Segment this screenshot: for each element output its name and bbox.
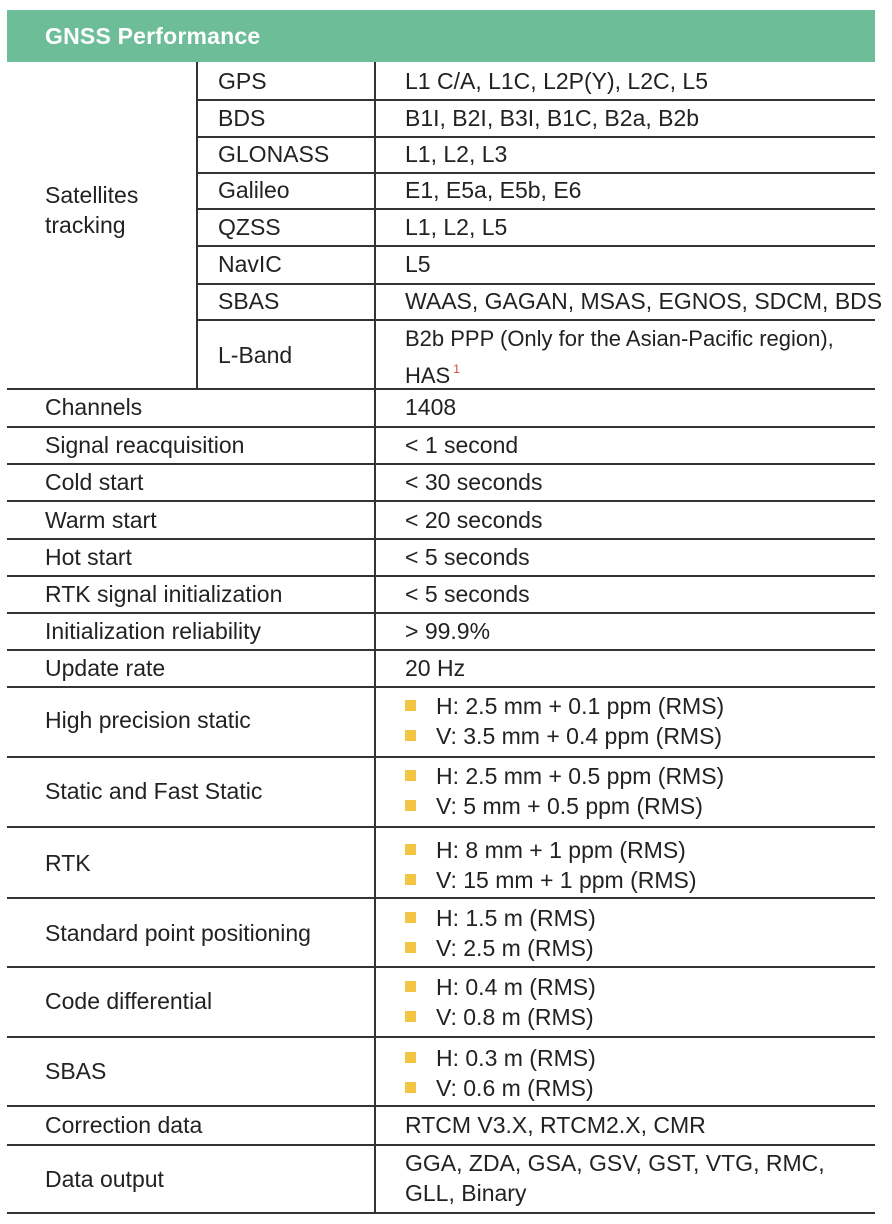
constellation-name: QZSS <box>218 214 281 240</box>
bullet-square-icon <box>405 942 416 953</box>
section-header: GNSS Performance <box>7 10 875 62</box>
accuracy-values <box>405 903 596 963</box>
output-line: GGA, ZDA, GSA, GSV, GST, VTG, RMC, <box>405 1150 825 1176</box>
rule <box>7 756 875 758</box>
output-line: GLL, Binary <box>405 1180 527 1206</box>
accuracy-bullet <box>405 972 596 1002</box>
accuracy-bullet <box>405 1043 596 1073</box>
horizontal-accuracy: H: 2.5 mm + 0.5 ppm (RMS) <box>436 763 725 789</box>
satellites-tracking-label <box>45 180 138 240</box>
horizontal-accuracy: H: 0.4 m (RMS) <box>436 974 596 1000</box>
spec-label: Cold start <box>45 469 144 495</box>
vertical-accuracy: V: 0.8 m (RMS) <box>436 1004 594 1030</box>
accuracy-label: High precision static <box>45 707 251 733</box>
footnote-marker: 1 <box>453 362 460 376</box>
rule <box>7 1036 875 1038</box>
rule <box>7 649 875 651</box>
accuracy-values <box>405 835 697 895</box>
rule <box>7 1144 875 1146</box>
constellation-signals: WAAS, GAGAN, MSAS, EGNOS, SDCM, BDS <box>405 288 883 314</box>
bullet-square-icon <box>405 874 416 885</box>
output-values <box>405 1148 825 1208</box>
bullet-square-icon <box>405 800 416 811</box>
rule <box>7 966 875 968</box>
spec-label: Channels <box>45 394 143 420</box>
rule <box>7 575 875 577</box>
horizontal-accuracy: H: 1.5 m (RMS) <box>436 905 596 931</box>
spec-value: 20 Hz <box>405 655 466 681</box>
accuracy-bullet <box>405 791 724 821</box>
accuracy-bullet <box>405 865 697 895</box>
horizontal-accuracy: H: 8 mm + 1 ppm (RMS) <box>436 837 686 863</box>
constellation-name: SBAS <box>218 288 280 314</box>
spec-label: Initialization reliability <box>45 618 262 644</box>
vertical-accuracy: V: 0.6 m (RMS) <box>436 1075 594 1101</box>
rule <box>197 283 875 285</box>
rule <box>7 686 875 688</box>
spec-label: Warm start <box>45 507 157 533</box>
bullet-square-icon <box>405 844 416 855</box>
correction-value: RTCM V3.X, RTCM2.X, CMR <box>405 1112 706 1138</box>
spec-value: < 5 seconds <box>405 581 530 607</box>
accuracy-bullet <box>405 721 724 751</box>
spec-value: 1408 <box>405 394 457 420</box>
spec-value: < 1 second <box>405 432 519 458</box>
accuracy-bullet <box>405 761 724 791</box>
rule <box>197 319 875 321</box>
label-line: tracking <box>45 212 126 238</box>
rule <box>7 897 875 899</box>
spec-label: RTK signal initialization <box>45 581 283 607</box>
spec-value: < 30 seconds <box>405 469 543 495</box>
horizontal-accuracy: H: 0.3 m (RMS) <box>436 1045 596 1071</box>
spec-label: Update rate <box>45 655 166 681</box>
constellation-name: NavIC <box>218 251 282 277</box>
lband-line <box>405 354 834 391</box>
constellation-name: BDS <box>218 105 266 131</box>
rule <box>7 538 875 540</box>
label-line: Satellites <box>45 182 139 208</box>
constellation-signals: L1 C/A, L1C, L2P(Y), L2C, L5 <box>405 68 708 94</box>
constellation-name: GPS <box>218 68 267 94</box>
accuracy-label: RTK <box>45 850 91 876</box>
accuracy-bullet <box>405 903 596 933</box>
vertical-accuracy: V: 2.5 m (RMS) <box>436 935 594 961</box>
spec-value: > 99.9% <box>405 618 491 644</box>
accuracy-bullet <box>405 1073 596 1103</box>
spec-label: Hot start <box>45 544 132 570</box>
accuracy-values <box>405 972 596 1032</box>
bullet-square-icon <box>405 770 416 781</box>
rule <box>7 612 875 614</box>
rule <box>7 1212 875 1214</box>
rule <box>7 426 875 428</box>
lband-signals <box>405 324 834 391</box>
vertical-accuracy: V: 3.5 mm + 0.4 ppm (RMS) <box>436 723 723 749</box>
rule <box>197 172 875 174</box>
rule <box>197 245 875 247</box>
accuracy-values <box>405 1043 596 1103</box>
rule <box>7 463 875 465</box>
spec-value: < 5 seconds <box>405 544 530 570</box>
lband-line: B2b PPP (Only for the Asian-Pacific region), <box>405 326 834 351</box>
rule-v-main <box>374 62 376 1214</box>
lband-line-text: HAS <box>405 363 451 388</box>
rule-v-sub <box>196 62 198 388</box>
bullet-square-icon <box>405 700 416 711</box>
vertical-accuracy: V: 15 mm + 1 ppm (RMS) <box>436 867 697 893</box>
rule <box>7 826 875 828</box>
vertical-accuracy: V: 5 mm + 0.5 ppm (RMS) <box>436 793 703 819</box>
accuracy-label: SBAS <box>45 1058 107 1084</box>
spec-value: < 20 seconds <box>405 507 543 533</box>
bullet-square-icon <box>405 1052 416 1063</box>
bullet-square-icon <box>405 1082 416 1093</box>
accuracy-label: Static and Fast Static <box>45 778 263 804</box>
accuracy-values <box>405 761 724 821</box>
accuracy-bullet <box>405 835 697 865</box>
bullet-square-icon <box>405 730 416 741</box>
rule <box>197 99 875 101</box>
constellation-name: GLONASS <box>218 141 330 167</box>
accuracy-bullet <box>405 933 596 963</box>
constellation-signals: L1, L2, L3 <box>405 141 508 167</box>
accuracy-bullet <box>405 1002 596 1032</box>
accuracy-values <box>405 691 724 751</box>
constellation-signals: L5 <box>405 251 431 277</box>
rule <box>7 1105 875 1107</box>
rule <box>197 136 875 138</box>
bullet-square-icon <box>405 981 416 992</box>
output-label: Data output <box>45 1166 164 1192</box>
constellation-signals: L1, L2, L5 <box>405 214 508 240</box>
bullet-square-icon <box>405 1011 416 1022</box>
accuracy-bullet <box>405 691 724 721</box>
constellation-signals: B1I, B2I, B3I, B1C, B2a, B2b <box>405 105 700 131</box>
accuracy-label: Code differential <box>45 988 213 1014</box>
rule <box>7 500 875 502</box>
spec-label: Signal reacquisition <box>45 432 245 458</box>
constellation-name: L-Band <box>218 342 293 368</box>
accuracy-label: Standard point positioning <box>45 920 311 946</box>
horizontal-accuracy: H: 2.5 mm + 0.1 ppm (RMS) <box>436 693 725 719</box>
correction-label: Correction data <box>45 1112 203 1138</box>
constellation-name: Galileo <box>218 177 290 203</box>
bullet-square-icon <box>405 912 416 923</box>
constellation-signals: E1, E5a, E5b, E6 <box>405 177 582 203</box>
rule <box>197 208 875 210</box>
